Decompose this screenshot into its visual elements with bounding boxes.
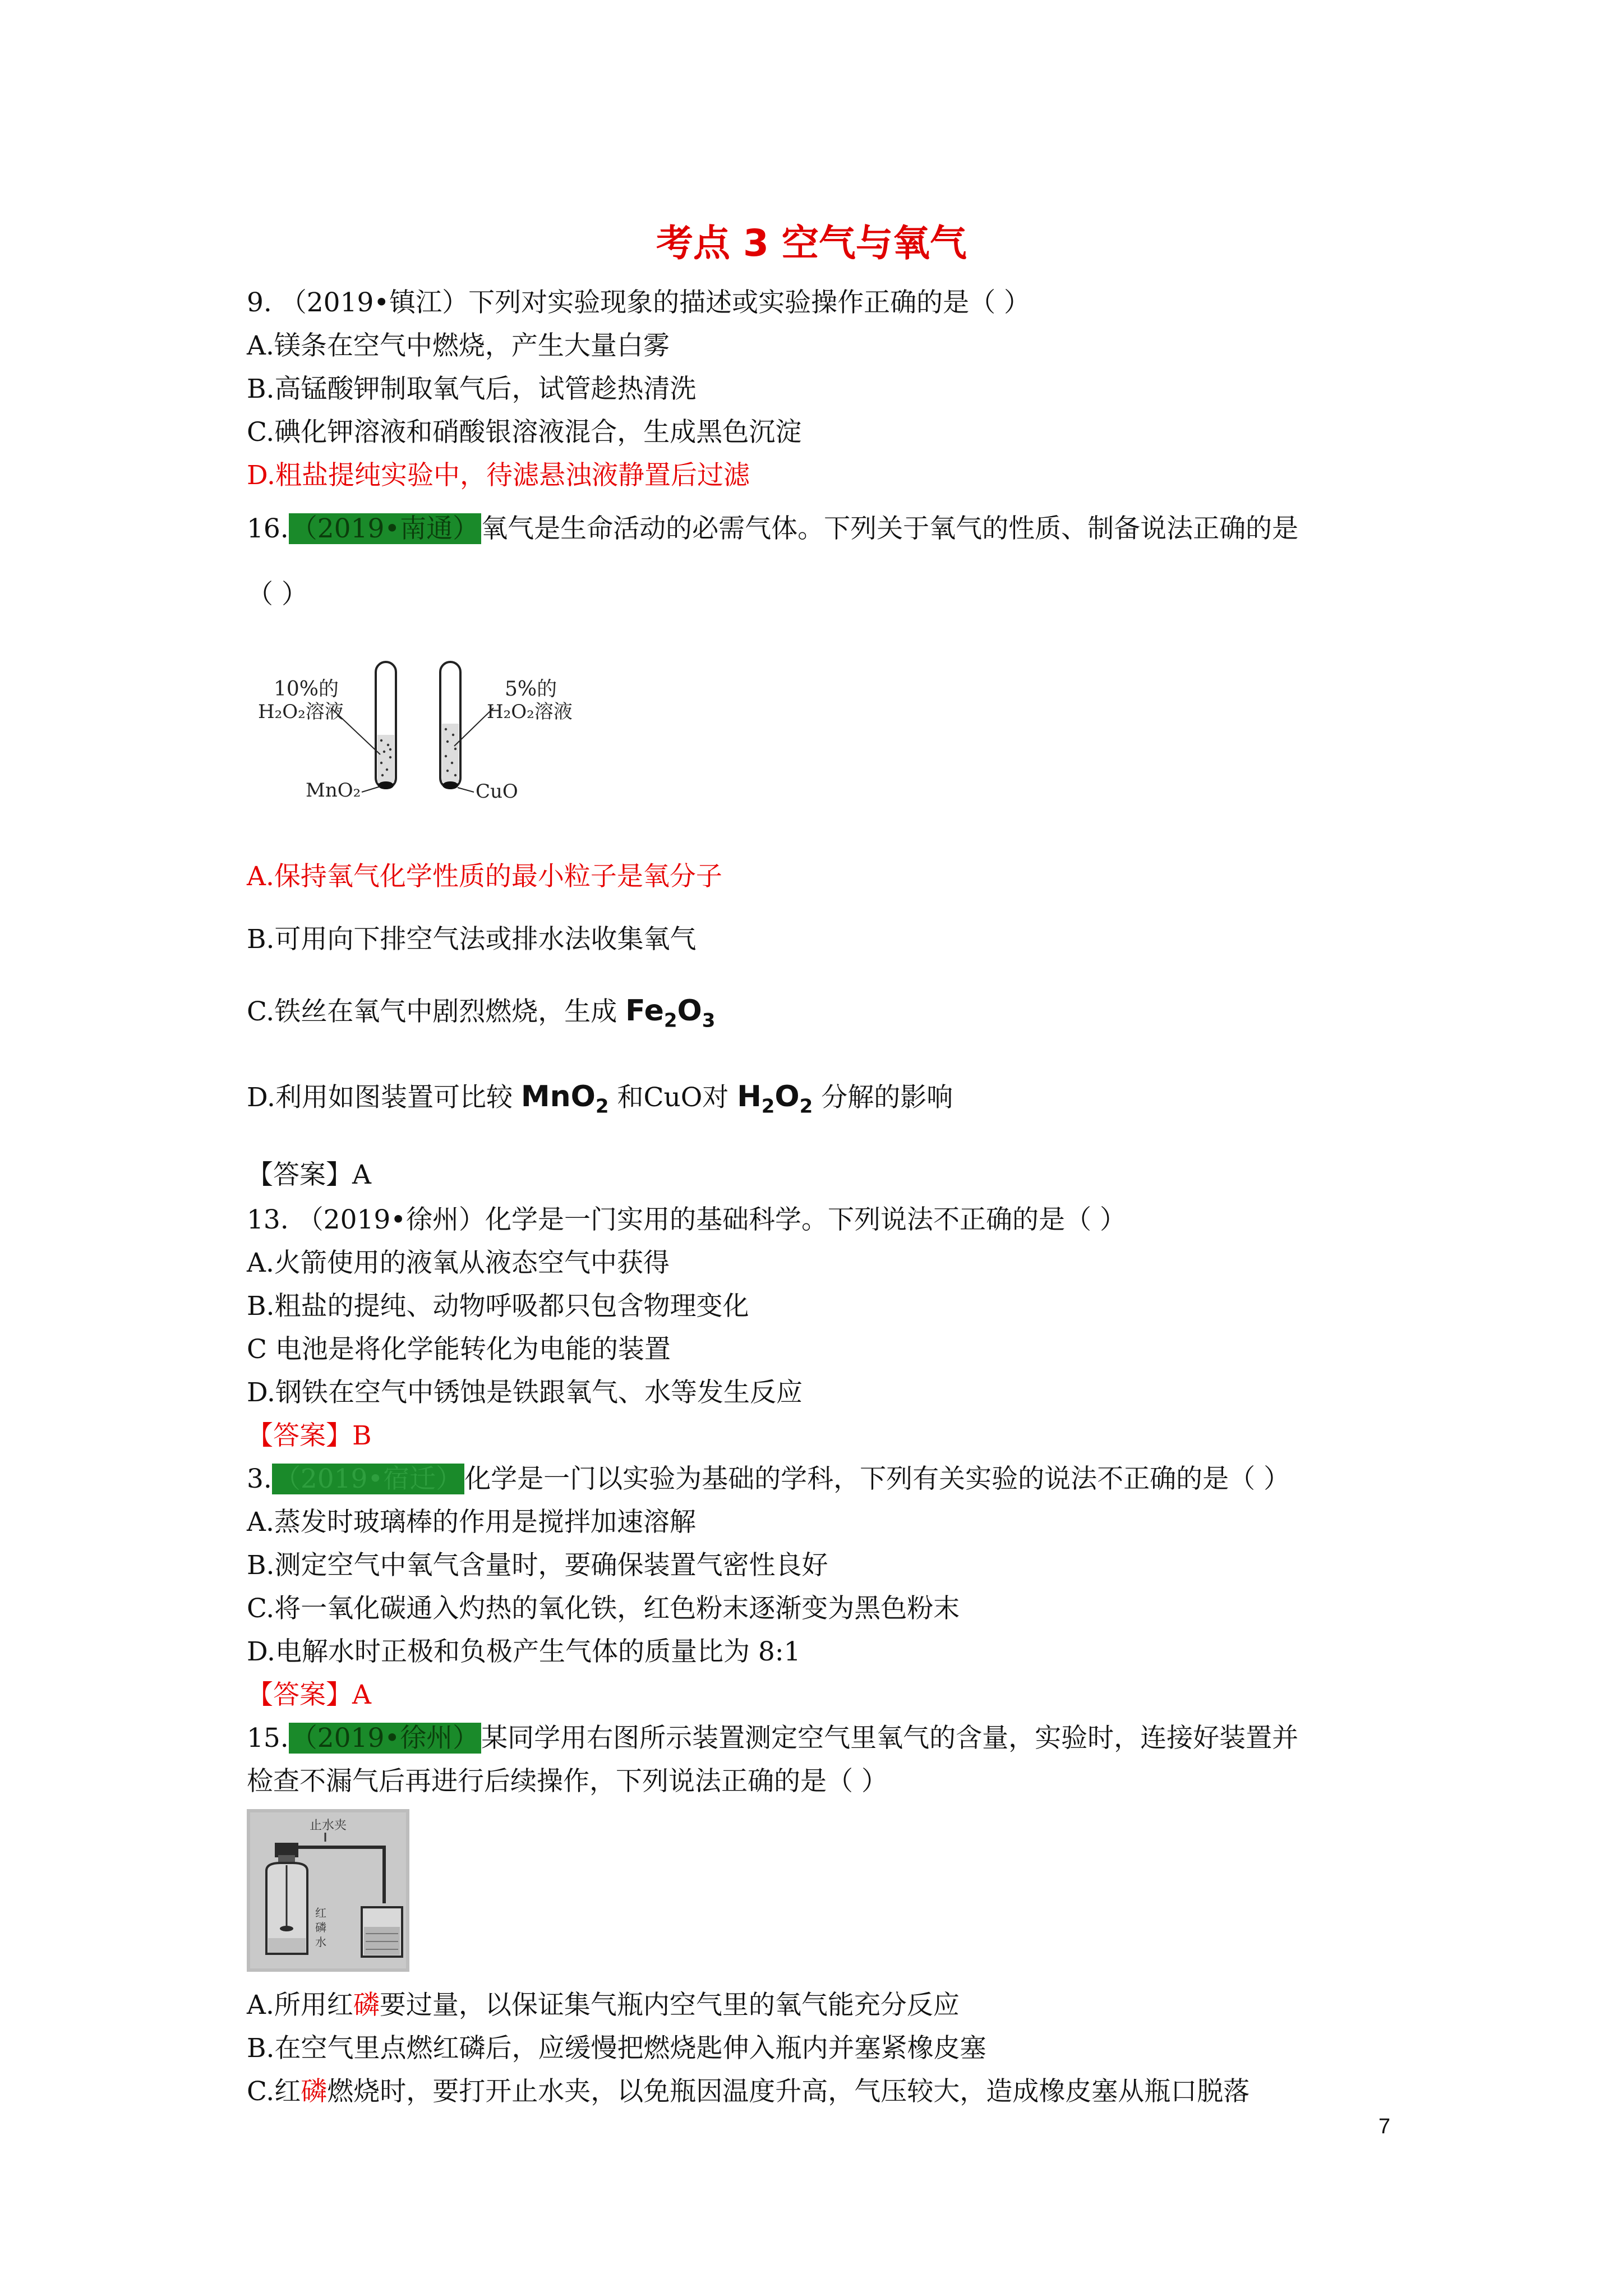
q15-option-c-pre: C.红: [247, 2076, 301, 2107]
q16-source-highlight: （2019•南通）: [289, 513, 481, 544]
q15-source-highlight: （2019•徐州）: [289, 1723, 481, 1754]
right-tube-label-2: H₂O₂溶液: [487, 701, 573, 723]
q15-stem: 某同学用右图所示装置测定空气里氧气的含量，实验时，连接好装置并: [481, 1723, 1299, 1754]
figure-label-water: 水: [315, 1935, 326, 1949]
left-tube-bottom-label: MnO₂: [306, 779, 361, 802]
h2o2-formula: $H_2O_2$: [737, 1080, 813, 1118]
q15-option-a-post: 要过量，以保证集气瓶内空气里的氧气能充分反应: [379, 1990, 960, 2021]
q3-option-c: C.将一氧化碳通入灼热的氧化铁，红色粉末逐渐变为黑色粉末: [247, 1593, 960, 1624]
q16-option-c: [247, 994, 715, 1037]
q3-number: 3.: [247, 1464, 272, 1494]
figure-label-red: 红: [315, 1906, 326, 1920]
q16-paren: （ ）: [247, 579, 308, 610]
q16-option-d-text-3: 分解的影响: [813, 1082, 953, 1113]
q3-option-d: D.电解水时正极和负极产生气体的质量比为 8:1: [247, 1636, 801, 1667]
q3-stem: 化学是一门以实验为基础的学科，下列有关实验的说法不正确的是（ ）: [464, 1464, 1290, 1494]
q9-stem: 9. （2019•镇江）下列对实验现象的描述或实验操作正确的是（ ）: [247, 287, 1031, 318]
q3-option-a: A.蒸发时玻璃棒的作用是搅拌加速溶解: [247, 1507, 696, 1538]
q15-number: 15.: [247, 1723, 289, 1754]
left-tube-label-1: 10%的: [274, 678, 339, 701]
q15-option-a-red: 磷: [353, 1990, 380, 2021]
right-tube-label-1: 5%的: [505, 678, 557, 701]
q15-stem-line: [247, 1722, 1298, 1755]
q16-stem-line: [247, 512, 1298, 546]
q16-option-d-text-2: 和CuO对: [608, 1082, 737, 1113]
left-tube-label-2: H₂O₂溶液: [258, 701, 344, 723]
q15-apparatus-photo: [247, 1809, 409, 1972]
q15-stem-line-2: 检查不漏气后再进行后续操作，下列说法正确的是（ ）: [247, 1766, 888, 1797]
q16-option-d: [247, 1080, 953, 1123]
q16-option-b: B.可用向下排空气法或排水法收集氧气: [247, 924, 697, 955]
q3-stem-line: [247, 1462, 1290, 1496]
page-title: 考点 3 空气与氧气: [656, 222, 967, 265]
q16-option-d-text-1: D.利用如图装置可比较: [247, 1082, 521, 1113]
q15-option-b: B.在空气里点燃红磷后，应缓慢把燃烧匙伸入瓶内并塞紧橡皮塞: [247, 2033, 986, 2064]
q16-option-a: A.保持氧气化学性质的最小粒子是氧分子: [247, 861, 722, 892]
q3-source-highlight: （2019•宿迁）: [272, 1464, 464, 1494]
q16-option-c-text: C.铁丝在氧气中剧烈燃烧，生成: [247, 996, 626, 1027]
q16-answer: 【答案】A: [247, 1159, 371, 1190]
q13-option-d: D.钢铁在空气中锈蚀是铁跟氧气、水等发生反应: [247, 1377, 803, 1408]
figure-label-phosphorus: 磷: [315, 1921, 326, 1934]
q15-option-c-post: 燃烧时，要打开止水夹，以免瓶因温度升高，气压较大，造成橡皮塞从瓶口脱落: [327, 2076, 1250, 2107]
q13-answer: 【答案】B: [247, 1420, 372, 1451]
right-tube-bottom-label: CuO: [476, 780, 518, 803]
q16-test-tube-figure: [247, 645, 606, 813]
q3-answer: 【答案】A: [247, 1680, 371, 1710]
q15-option-c-red: 磷: [301, 2076, 328, 2107]
q15-option-a-pre: A.所用红: [247, 1990, 353, 2021]
q9-option-b: B.高锰酸钾制取氧气后，试管趁热清洗: [247, 374, 697, 404]
page-number: 7: [1378, 2115, 1391, 2138]
q13-stem: 13. （2019•徐州）化学是一门实用的基础科学。下列说法不正确的是（ ）: [247, 1204, 1126, 1235]
q13-option-b: B.粗盐的提纯、动物呼吸都只包含物理变化: [247, 1291, 749, 1322]
mno2-formula: MnO$_2$: [520, 1080, 609, 1118]
q9-option-c: C.碘化钾溶液和硝酸银溶液混合，生成黑色沉淀: [247, 417, 802, 448]
q9-option-a: A.镁条在空气中燃烧，产生大量白雾: [247, 330, 670, 361]
q3-option-b: B.测定空气中氧气含量时，要确保装置气密性良好: [247, 1550, 828, 1581]
fe2o3-formula: $Fe_2O_3$: [625, 994, 716, 1032]
q13-option-c: C 电池是将化学能转化为电能的装置: [247, 1334, 671, 1365]
q9-option-d: D.粗盐提纯实验中，待滤悬浊液静置后过滤: [247, 460, 750, 491]
clamp-label: 止水夹: [310, 1819, 347, 1833]
q16-stem: 氧气是生命活动的必需气体。下列关于氧气的性质、制备说法正确的是: [481, 513, 1299, 544]
q15-option-a: [247, 1989, 960, 2022]
q16-number: 16.: [247, 513, 289, 544]
q13-option-a: A.火箭使用的液氧从液态空气中获得: [247, 1248, 670, 1278]
q15-option-c: [247, 2075, 1249, 2109]
